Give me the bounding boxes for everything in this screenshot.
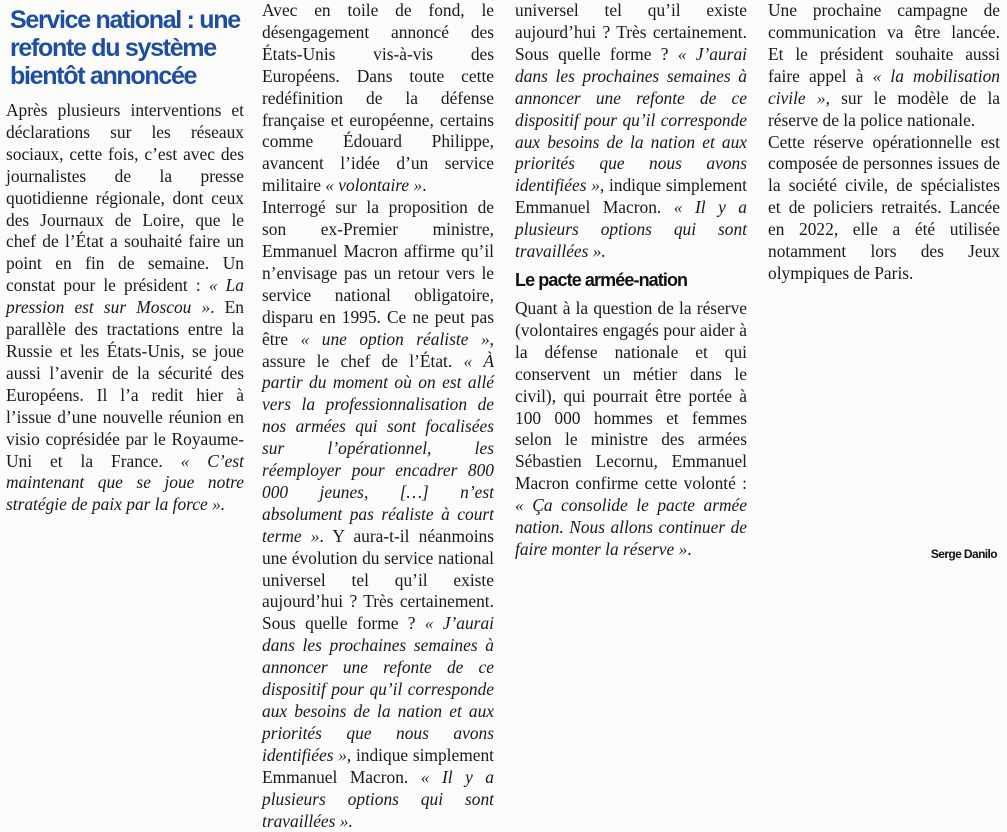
paragraph-6: Cette réserve opérationnelle est composée de personnes issues de la société civile, de spécialistes et de policiers retraités. Lancée en 2022, elle a été utilisée notamment lors des Jeux olympiques de Paris. <box>768 132 1000 285</box>
column-4 <box>768 0 1000 573</box>
paragraph-3: Interrogé sur la proposition de son ex-Premier ministre, Emmanuel Macron affirme qu’il n’envisage pas un retour vers le service national obligatoire, disparu en 1995. Ce ne peut pas être « une option réaliste », assure le chef de l’État. « À partir du moment où on est allé vers la professionnalisation de nos armées qui sont focalisées sur l’opérationnel, les réemployer pour encadrer 800 000 jeunes, […] n’est absolument pas réaliste à court terme ». Y aura-t-il néanmoins une évolution du service national universel tel qu’il existe aujourd’hui ? Très certainement. Sous quelle forme ? « J’aurai dans les prochaines semaines à annoncer une refonte de ce dispositif pour qu’il corresponde aux besoins de la nation et aux priorités que nous avons identifiées », indique simplement Emmanuel Macron. « Il y a plusieurs options qui sont travaillées ». <box>262 197 494 832</box>
column-2 <box>262 0 494 573</box>
paragraph-5: Une prochaine campagne de communication va être lancée. Et le président souhaite aussi faire appel à « la mobilisation civile », sur le modèle de la réserve de la police nationale. <box>768 0 1000 131</box>
paragraph-1: Après plusieurs interventions et déclarations sur les réseaux sociaux, cette fois, c’est avec des journalistes de la presse quotidienne régionale, dont ceux des Journaux de Loire, que le chef de l’État a souhaité faire un point en fin de semaine. Un constat pour le président : « La pression est sur Moscou ». En parallèle des tractations entre la Russie et les États-Unis, se joue aussi l’avenir de la sécurité des Européens. Il l’a redit hier à l’issue d’une nouvelle réunion en visio coprésidée par le Royaume-Uni et la France. « C’est maintenant que se joue notre stratégie de paix par la force ». <box>6 100 244 516</box>
headline: Service national : une refonte du système bientôt annoncée <box>10 6 244 90</box>
column-3 <box>515 0 747 573</box>
paragraph-4: Quant à la question de la réserve (volontaires engagés pour aider à la défense nationale et qui conservent un métier dans le civil), qui pourrait être portée à 100 000 hommes et femmes selon le ministre des armées Sébastien Lecornu, Emmanuel Macron confirme cette volonté : « Ça consolide le pacte armée nation. Nous allons continuer de faire monter la réserve ». <box>515 298 747 561</box>
subhead: Le pacte armée-nation <box>515 269 747 291</box>
paragraph-2: Avec en toile de fond, le désengagement annoncé des États-Unis vis-à-vis des Européens. Dans toute cette redéfinition de la défense française et européenne, certains comme Édouard Philippe, avancent l’idée d’un service militaire « volontaire ». <box>262 0 494 197</box>
paragraph-3-continuation: universel tel qu’il existe aujourd’hui ? Très certainement. Sous quelle forme ? « J’aurai dans les prochaines semaines à annoncer une refonte de ce dispositif pour qu’il corresponde aux besoins de la nation et aux priorités que nous avons identifiées », indique simplement Emmanuel Macron. « Il y a plusieurs options qui sont travaillées ». <box>515 0 747 263</box>
byline: Serge Danilo <box>931 547 997 561</box>
column-1 <box>6 0 244 573</box>
